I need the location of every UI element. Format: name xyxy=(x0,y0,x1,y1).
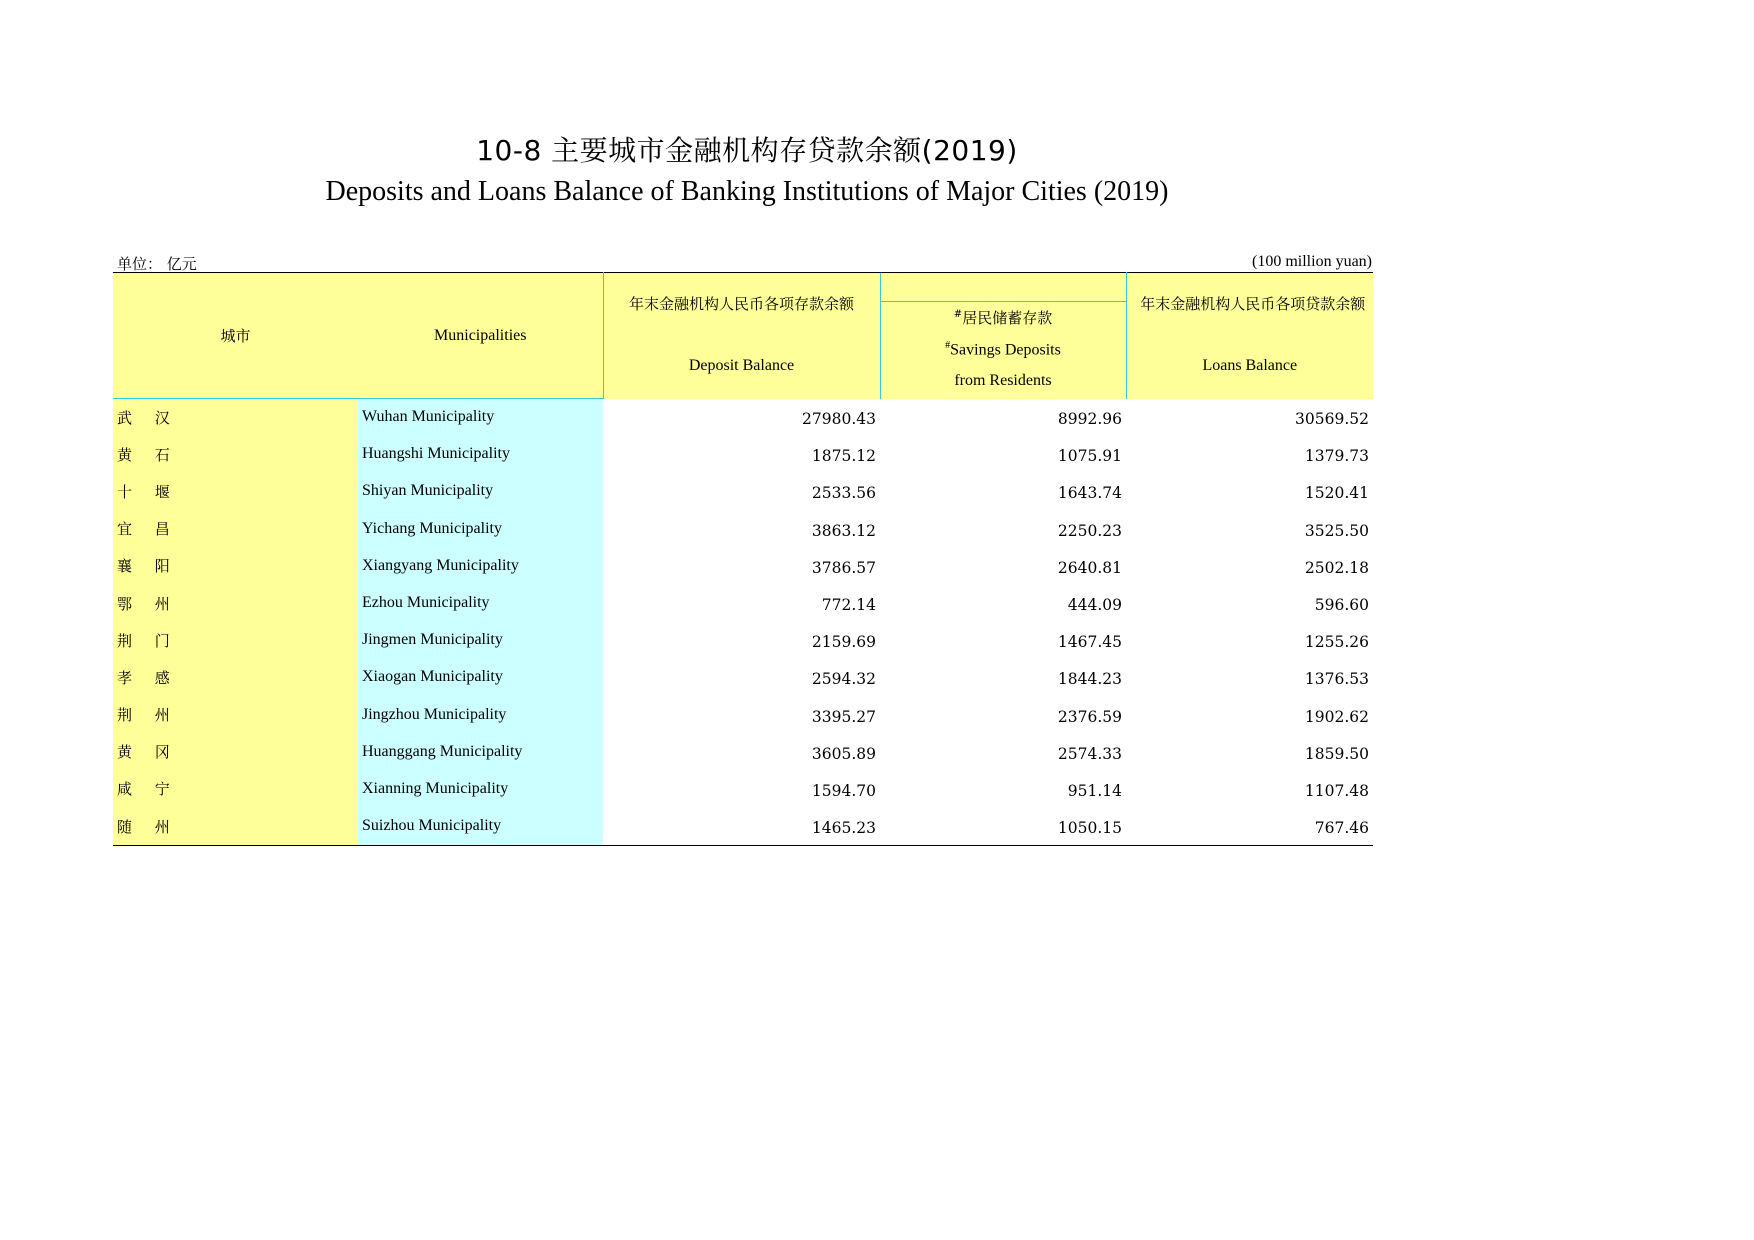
savings-cell: 2250.23 xyxy=(1057,521,1122,540)
savings-cell: 951.14 xyxy=(1067,781,1122,800)
header-savings-en-line2: from Residents xyxy=(954,372,1052,390)
deposit-cell: 27980.43 xyxy=(802,410,876,429)
city-cn-cell: 随 州 xyxy=(113,808,358,846)
table-row xyxy=(113,584,1373,621)
header-savings-en-line1: #Savings Deposits xyxy=(945,340,1061,359)
table-row xyxy=(113,696,1373,733)
page-title-chinese: 10-8 主要城市金融机构存贷款余额(2019) xyxy=(476,134,1018,167)
loans-cell: 767.46 xyxy=(1126,808,1373,846)
table-row xyxy=(113,399,1373,436)
city-cn-cell: 孝 感 xyxy=(113,659,358,696)
header-municipalities-label: Municipalities xyxy=(434,326,527,344)
savings-cell: 2574.33 xyxy=(1057,744,1122,763)
savings-cell: 1050.15 xyxy=(880,808,1126,846)
savings-cell: 1643.74 xyxy=(1057,484,1122,503)
header-savings-cn: #居民储蓄存款 xyxy=(953,309,1053,328)
loans-cell: 1379.73 xyxy=(1304,447,1369,466)
header-loans-cn: 年末金融机构人民币各项贷款余额 xyxy=(1140,295,1366,314)
city-cn-cell: 武 汉 xyxy=(113,399,358,436)
loans-cell: 1255.26 xyxy=(1304,633,1369,652)
table-row xyxy=(113,659,1373,696)
city-en-cell: Xiaogan Municipality xyxy=(358,659,603,696)
loans-cell: 1376.53 xyxy=(1304,670,1369,689)
table-row xyxy=(113,547,1373,584)
deposit-cell: 2533.56 xyxy=(811,484,876,503)
header-city-cn xyxy=(113,273,358,399)
city-cn-cell: 十 堰 xyxy=(113,473,358,510)
city-cn-cell: 黄 冈 xyxy=(113,733,358,770)
savings-cell: 2376.59 xyxy=(1057,707,1122,726)
unit-label-chinese: 单位： 亿元 xyxy=(117,255,197,273)
savings-cell: 8992.96 xyxy=(1057,410,1122,429)
header-deposit-balance xyxy=(603,273,880,399)
loans-cell: 3525.50 xyxy=(1304,521,1369,540)
city-en-cell: Shiyan Municipality xyxy=(358,473,603,510)
header-municipalities xyxy=(358,273,603,399)
savings-cell: 2640.81 xyxy=(1057,558,1122,577)
city-en-cell: Xiangyang Municipality xyxy=(358,547,603,584)
table-row xyxy=(113,622,1373,659)
city-en-cell: Huanggang Municipality xyxy=(358,733,603,770)
deposits-loans-table xyxy=(113,272,1373,846)
savings-cell: 1075.91 xyxy=(1057,447,1122,466)
loans-cell: 1859.50 xyxy=(1304,744,1369,763)
header-row xyxy=(113,273,1373,399)
table-row xyxy=(113,436,1373,473)
table-row xyxy=(113,770,1373,807)
table-row xyxy=(113,733,1373,770)
city-cn-cell: 黄 石 xyxy=(113,436,358,473)
city-en-cell: Xianning Municipality xyxy=(358,770,603,807)
unit-label-english: (100 million yuan) xyxy=(1252,253,1372,270)
deposit-cell: 2594.32 xyxy=(811,670,876,689)
city-en-cell: Suizhou Municipality xyxy=(358,808,603,846)
savings-cell: 1844.23 xyxy=(1057,670,1122,689)
city-cn-cell: 宜 昌 xyxy=(113,510,358,547)
loans-cell: 1520.41 xyxy=(1304,484,1369,503)
loans-cell: 30569.52 xyxy=(1295,410,1369,429)
city-en-cell: Yichang Municipality xyxy=(358,510,603,547)
deposit-cell: 3395.27 xyxy=(811,707,876,726)
deposit-cell: 1465.23 xyxy=(603,808,880,846)
city-en-cell: Huangshi Municipality xyxy=(358,436,603,473)
header-savings-deposits xyxy=(880,273,1126,399)
city-cn-cell: 襄 阳 xyxy=(113,547,358,584)
deposit-cell: 3786.57 xyxy=(811,558,876,577)
table-row xyxy=(113,510,1373,547)
header-deposit-en: Deposit Balance xyxy=(688,357,795,375)
savings-subheader-box xyxy=(881,301,1126,398)
header-loans-balance xyxy=(1126,273,1373,399)
city-en-cell: Jingzhou Municipality xyxy=(358,696,603,733)
header-city-cn-label: 城市 xyxy=(220,327,251,345)
city-cn-cell: 荆 门 xyxy=(113,622,358,659)
city-cn-cell: 鄂 州 xyxy=(113,584,358,621)
loans-cell: 596.60 xyxy=(1314,596,1369,615)
page-title-english: Deposits and Loans Balance of Banking Institutions of Major Cities (2019) xyxy=(325,176,1169,207)
deposit-cell: 3605.89 xyxy=(811,744,876,763)
city-en-cell: Ezhou Municipality xyxy=(358,584,603,621)
savings-cell: 1467.45 xyxy=(1057,633,1122,652)
table-body xyxy=(113,399,1373,846)
table-row xyxy=(113,808,1373,846)
deposit-cell: 1594.70 xyxy=(811,781,876,800)
data-table-container xyxy=(113,272,1373,846)
table-row xyxy=(113,473,1373,510)
deposit-cell: 3863.12 xyxy=(811,521,876,540)
city-en-cell: Wuhan Municipality xyxy=(358,399,603,436)
header-loans-en: Loans Balance xyxy=(1202,357,1298,375)
header-deposit-cn: 年末金融机构人民币各项存款余额 xyxy=(628,295,854,314)
city-cn-cell: 荆 州 xyxy=(113,696,358,733)
loans-cell: 2502.18 xyxy=(1304,558,1369,577)
loans-cell: 1107.48 xyxy=(1304,781,1369,800)
deposit-cell: 772.14 xyxy=(821,596,876,615)
city-en-cell: Jingmen Municipality xyxy=(358,622,603,659)
loans-cell: 1902.62 xyxy=(1304,707,1369,726)
savings-cell: 444.09 xyxy=(1067,596,1122,615)
city-cn-cell: 咸 宁 xyxy=(113,770,358,807)
deposit-cell: 1875.12 xyxy=(811,447,876,466)
deposit-cell: 2159.69 xyxy=(811,633,876,652)
table-header xyxy=(113,273,1373,399)
